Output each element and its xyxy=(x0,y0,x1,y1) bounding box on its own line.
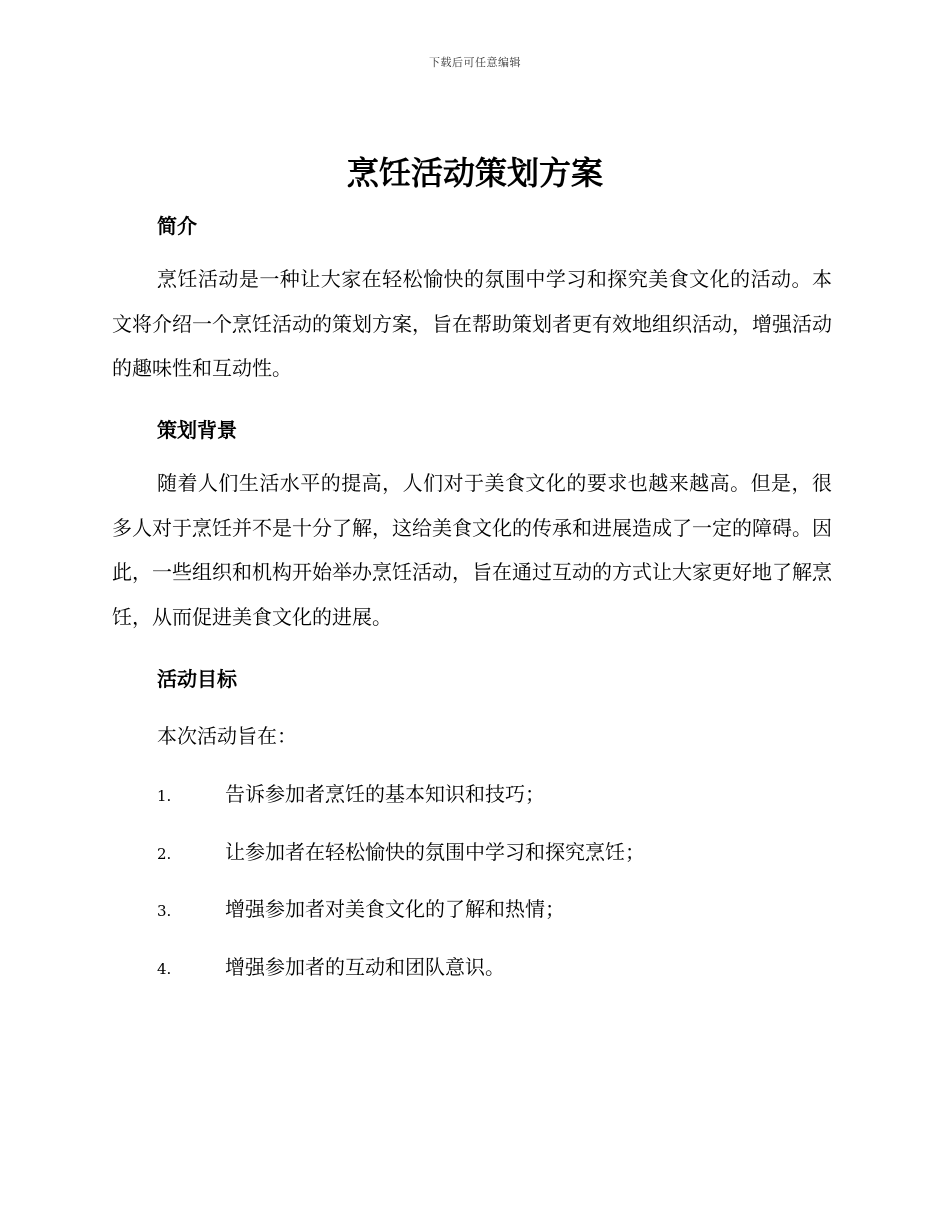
list-item-number: 4. xyxy=(157,960,172,978)
list-item-number: 2. xyxy=(157,845,172,863)
list-item xyxy=(157,778,837,807)
document-title: 烹饪活动策划方案 xyxy=(346,154,603,192)
intro-paragraph: 烹饪活动是一种让大家在轻松愉快的氛围中学习和探究美食文化的活动。本文将介绍一个烹饪活动的策划方案，旨在帮助策划者更有效地组织活动，增强活动的趣味性和互动性。 xyxy=(112,267,832,380)
background-paragraph: 随着人们生活水平的提高，人们对于美食文化的要求也越来越高。但是，很多人对于烹饪并不是十分了解，这给美食文化的传承和进展造成了一定的障碍。因此，一些组织和机构开始举办烹饪活动，旨在通过互动的方式让大家更好地了解烹饪，从而促进美食文化的进展。 xyxy=(112,471,832,629)
list-item xyxy=(157,836,837,865)
list-item-text: 让参加者在轻松愉快的氛围中学习和探究烹饪； xyxy=(225,840,645,864)
header-note: 下载后可任意编辑 xyxy=(429,56,521,69)
section-heading-background: 策划背景 xyxy=(157,418,237,442)
list-item-text: 告诉参加者烹饪的基本知识和技巧； xyxy=(225,782,545,806)
goals-intro: 本次活动旨在： xyxy=(157,724,297,748)
section-heading-intro: 简介 xyxy=(157,214,197,238)
section-heading-goals: 活动目标 xyxy=(157,667,237,691)
list-item-number: 1. xyxy=(157,787,172,805)
list-item-number: 3. xyxy=(157,902,172,920)
list-item-text: 增强参加者对美食文化的了解和热情； xyxy=(225,897,565,921)
list-item xyxy=(157,951,837,980)
list-item-text: 增强参加者的互动和团队意识。 xyxy=(225,955,505,979)
list-item xyxy=(157,893,837,922)
